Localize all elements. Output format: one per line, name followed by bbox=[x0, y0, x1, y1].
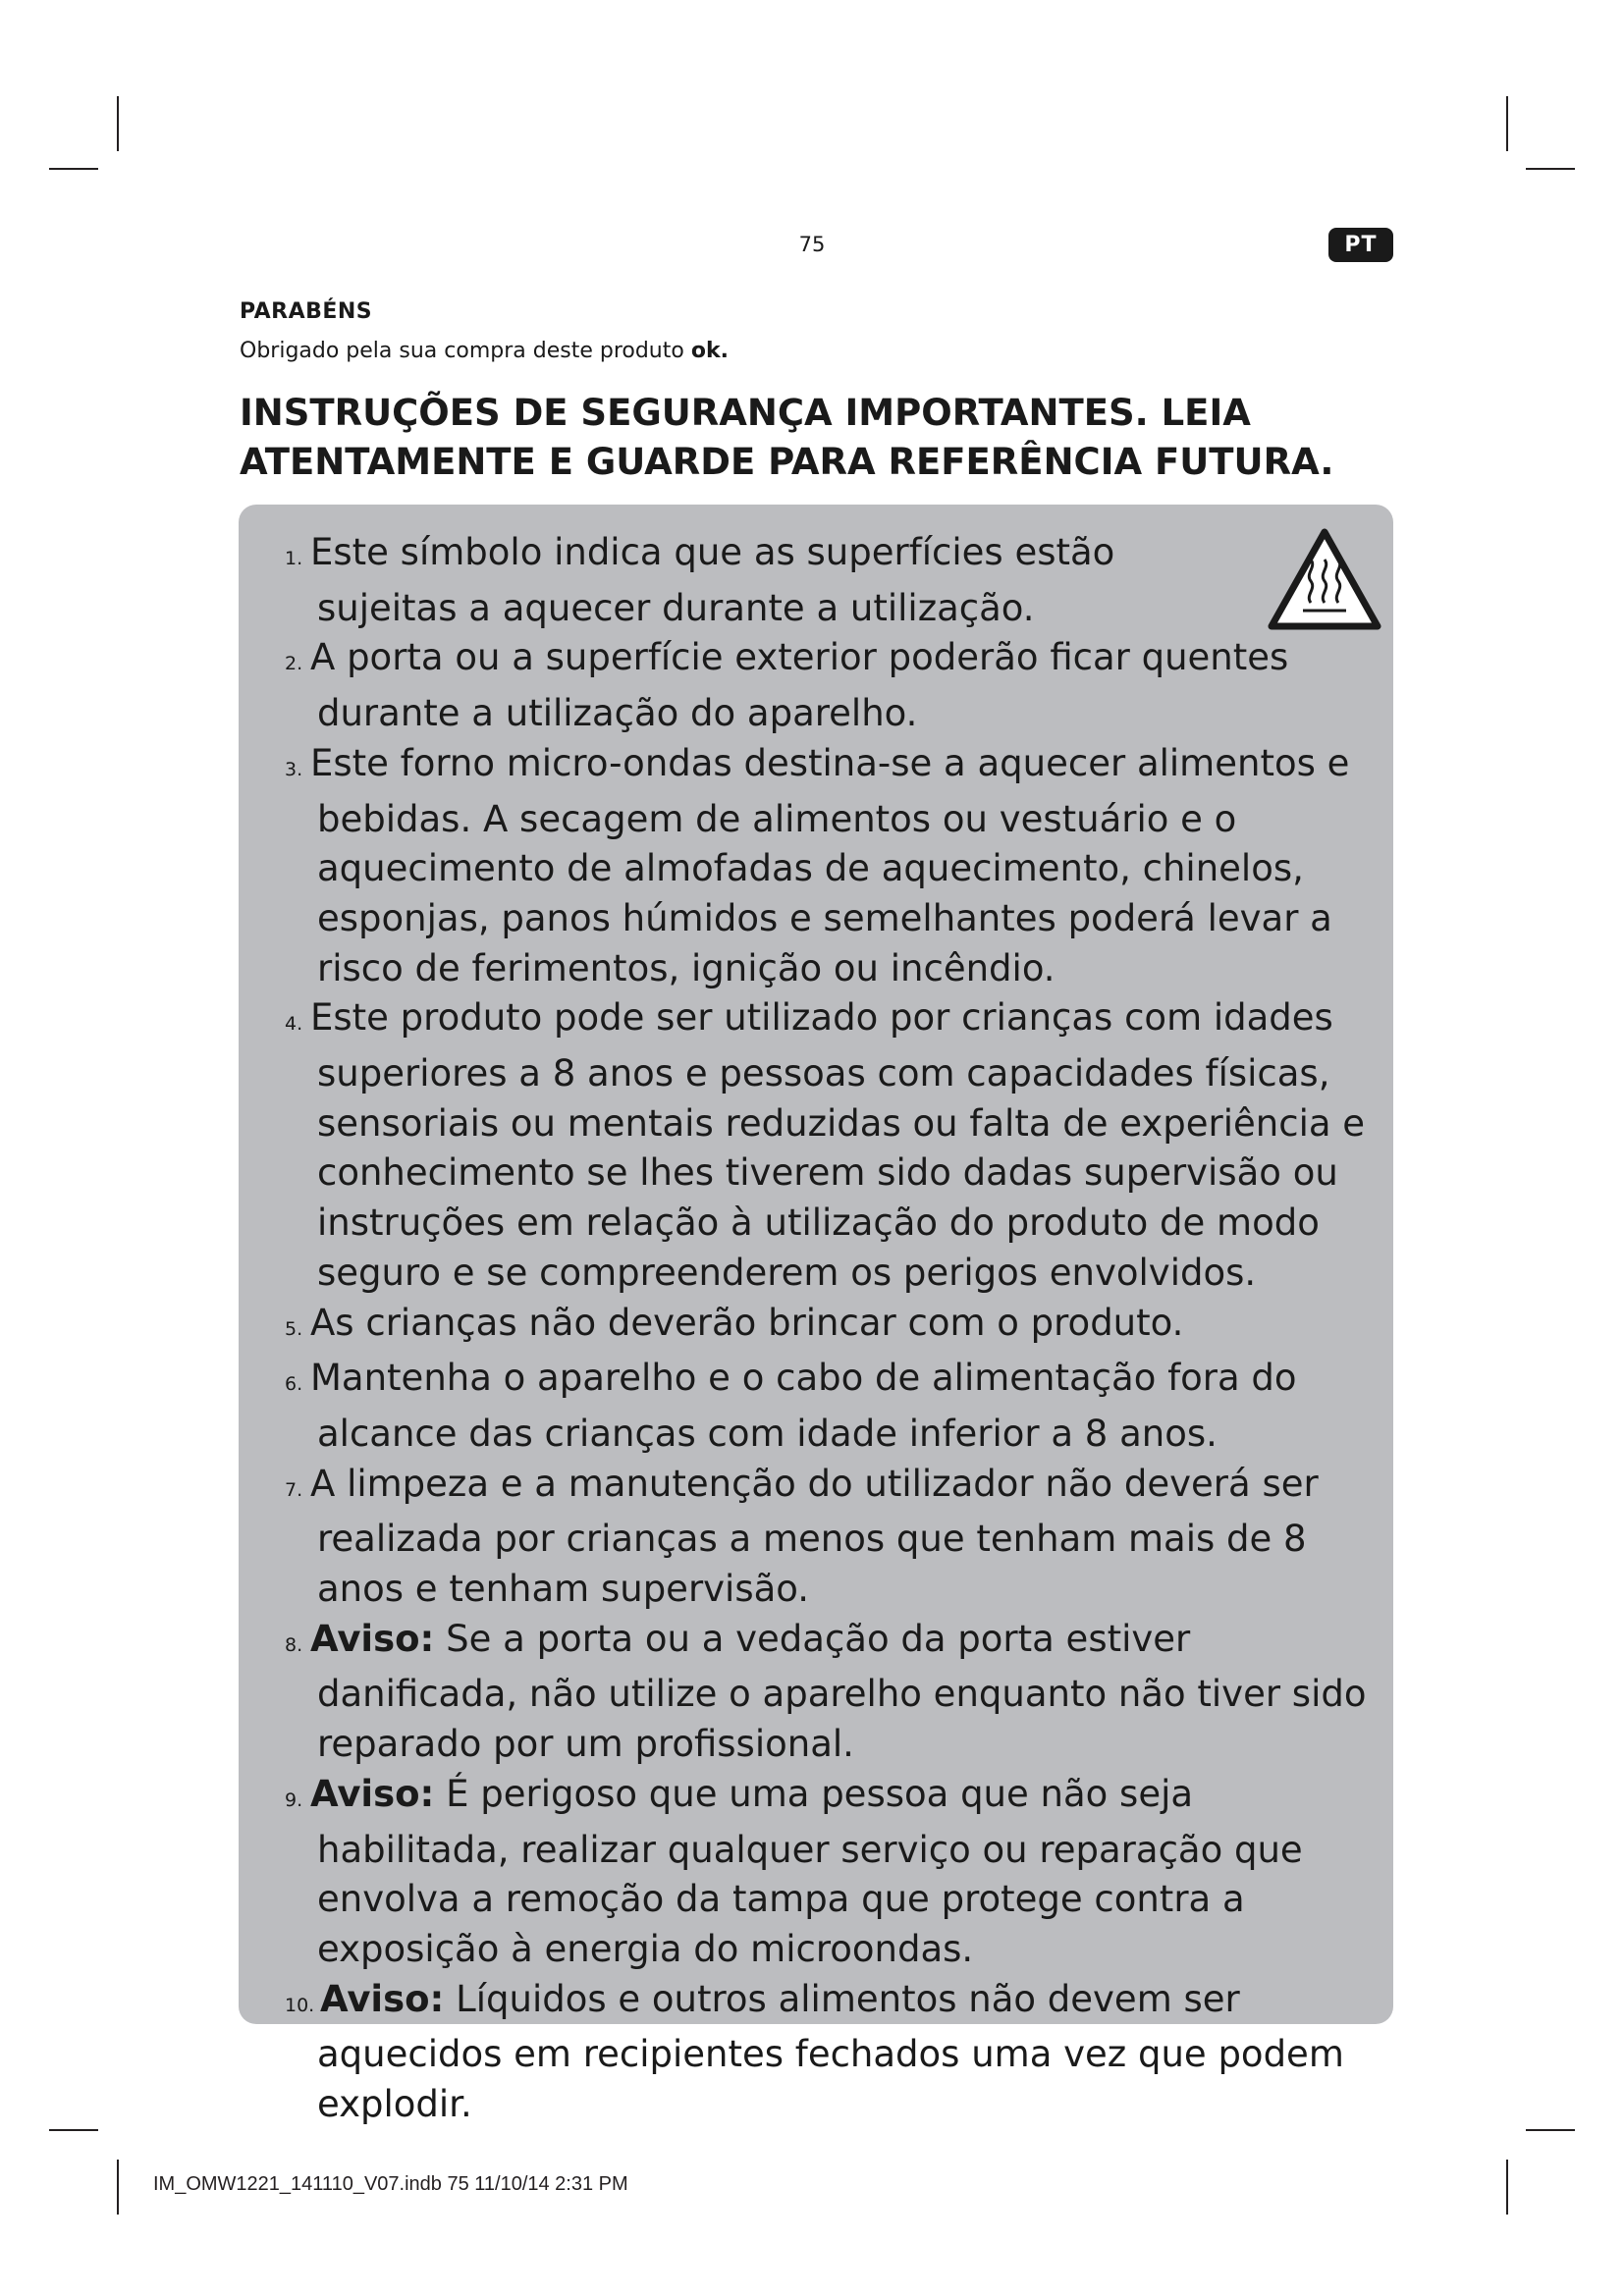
warning-label: Aviso: bbox=[320, 1977, 445, 2020]
safety-item bbox=[258, 1460, 1380, 1615]
safety-item-text: As crianças não deverão brincar com o produto. bbox=[310, 1301, 1184, 1344]
safety-item-text: Este produto pode ser utilizado por crianças com idades superiores a 8 anos e pessoas com capacidades físicas, sensoriais ou mentais reduzidas ou falta de experiência e conhecimento se lhes tiverem sido dadas supervisão ou instruções em relação à utilização do produto de modo seguro e se compreenderem os perigos envolvidos. bbox=[310, 996, 1366, 1294]
safety-item-text: Líquidos e outros alimentos não devem ser aquecidos em recipientes fechados uma vez que podem explodir. bbox=[317, 1977, 1344, 2126]
page-title: INSTRUÇÕES DE SEGURANÇA IMPORTANTES. LEIA ATENTAMENTE E GUARDE PARA REFERÊNCIA FUTURA. bbox=[240, 392, 1334, 483]
safety-item-number: 8. bbox=[285, 1633, 303, 1656]
safety-item-text: A limpeza e a manutenção do utilizador não deverá ser realizada por crianças a menos que tenham mais de 8 anos e tenham supervisão. bbox=[310, 1462, 1319, 1611]
brand-name: ok. bbox=[690, 339, 729, 363]
language-badge: PT bbox=[1328, 228, 1393, 262]
safety-item-number: 7. bbox=[285, 1478, 303, 1501]
intro-thanks bbox=[240, 339, 729, 363]
safety-list bbox=[258, 528, 1380, 2130]
safety-item bbox=[258, 993, 1380, 1298]
safety-item bbox=[258, 1615, 1380, 1770]
crop-mark-top-right-h bbox=[1526, 168, 1575, 170]
safety-instructions-box bbox=[239, 505, 1393, 2126]
safety-item bbox=[258, 739, 1380, 994]
safety-item-number: 6. bbox=[285, 1373, 303, 1396]
safety-item bbox=[258, 528, 1380, 633]
crop-mark-bottom-right-h bbox=[1526, 2129, 1575, 2131]
footer-file-info: IM_OMW1221_141110_V07.indb 75 11/10/14 2:31 PM bbox=[153, 2173, 628, 2195]
safety-item bbox=[258, 1770, 1380, 1975]
safety-item-number: 3. bbox=[285, 758, 303, 780]
crop-mark-top-right-v bbox=[1506, 96, 1508, 151]
safety-item-number: 10. bbox=[285, 1994, 315, 2016]
safety-item-text: Se a porta ou a vedação da porta estiver danificada, não utilize o aparelho enquanto não tiver sido reparado por um profissional. bbox=[317, 1617, 1367, 1766]
safety-item-number: 5. bbox=[285, 1317, 303, 1340]
warning-label: Aviso: bbox=[310, 1772, 435, 1815]
safety-item-number: 2. bbox=[285, 653, 303, 675]
safety-item bbox=[258, 1354, 1380, 1459]
crop-mark-top-left-h bbox=[49, 168, 98, 170]
safety-item-text: Este forno micro-ondas destina-se a aquecer alimentos e bebidas. A secagem de alimentos ou vestuário e o aquecimento de almofadas de aquecimento, chinelos, esponjas, panos húmidos e semelhantes poderá levar a risco de ferimentos, ignição ou incêndio. bbox=[310, 741, 1350, 989]
crop-mark-top-left-v bbox=[117, 96, 119, 151]
safety-item bbox=[258, 633, 1380, 738]
safety-item-number: 4. bbox=[285, 1013, 303, 1036]
safety-item-number: 9. bbox=[285, 1789, 303, 1811]
thanks-text: Obrigado pela sua compra deste produto bbox=[240, 339, 691, 363]
safety-item bbox=[258, 1299, 1380, 1355]
crop-mark-bottom-left-v bbox=[117, 2160, 119, 2215]
safety-item bbox=[258, 1975, 1380, 2130]
safety-item-text: É perigoso que uma pessoa que não seja habilitada, realizar qualquer serviço ou reparação que envolva a remoção da tampa que protege contra a exposição à energia do microondas. bbox=[317, 1772, 1303, 1970]
safety-item-text: Este símbolo indica que as superfícies estão sujeitas a aquecer durante a utilização. bbox=[310, 531, 1115, 629]
safety-item-number: 1. bbox=[285, 548, 303, 569]
page-number: 75 bbox=[798, 233, 826, 256]
crop-mark-bottom-left-h bbox=[49, 2129, 98, 2131]
safety-item-text: Mantenha o aparelho e o cabo de alimentação fora do alcance das crianças com idade inferior a 8 anos. bbox=[310, 1357, 1297, 1455]
crop-mark-bottom-right-v bbox=[1506, 2160, 1508, 2215]
warning-label: Aviso: bbox=[310, 1617, 435, 1660]
intro-heading: PARABÉNS bbox=[240, 299, 373, 324]
safety-item-text: A porta ou a superfície exterior poderão ficar quentes durante a utilização do aparelho. bbox=[310, 636, 1289, 735]
